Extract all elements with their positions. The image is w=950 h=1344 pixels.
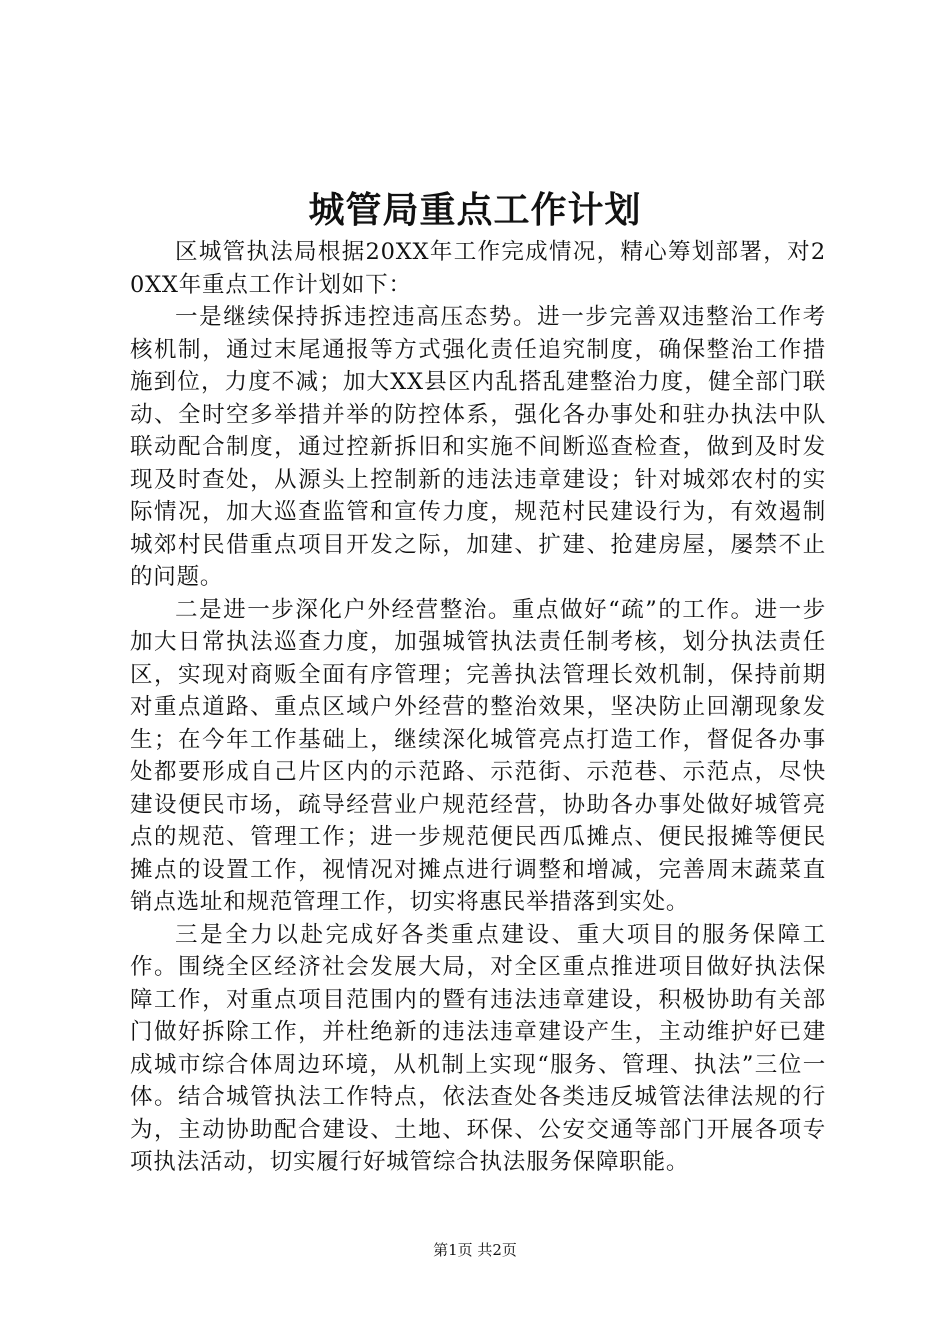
page-number-footer: 第1页 共2页 xyxy=(433,1241,517,1259)
document-title: 城管局重点工作计划 xyxy=(308,189,642,231)
paragraph-item-1: 一是继续保持拆违控违高压态势。进一步完善双违整治工作考核机制，通过末尾通报等方式强化责任追究制度，确保整治工作措施到位，力度不减；加大XX县区内乱搭乱建整治力度，健全部门联动、全时空多举措并举的防控体系，强化各办事处和驻办执法中队联动配合制度，通过控新拆旧和实施不间断巡查检查，做到及时发现及时查处，从源头上控制新的违法违章建设；针对城郊农村的实际情况，加大巡查监管和宣传力度，规范村民建设行为，有效遏制城郊村民借重点项目开发之际，加建、扩建、抢建房屋，屡禁不止的问题。 xyxy=(130,304,826,590)
document-body xyxy=(130,236,826,1179)
paragraph-item-2: 二是进一步深化户外经营整治。重点做好“疏”的工作。进一步加大日常执法巡查力度，加强城管执法责任制考核，划分执法责任区，实现对商贩全面有序管理；完善执法管理长效机制，保持前期对重点道路、重点区域户外经营的整治效果，坚决防止回潮现象发生；在今年工作基础上，继续深化城管亮点打造工作，督促各办事处都要形成自己片区内的示范路、示范街、示范巷、示范点，尽快建设便民市场，疏导经营业户规范经营，协助各办事处做好城管亮点的规范、管理工作；进一步规范便民西瓜摊点、便民报摊等便民摊点的设置工作，视情况对摊点进行调整和增减，完善周末蔬菜直销点选址和规范管理工作，切实将惠民举措落到实处。 xyxy=(130,596,826,915)
paragraph-item-3: 三是全力以赴完成好各类重点建设、重大项目的服务保障工作。围绕全区经济社会发展大局，对全区重点推进项目做好执法保障工作，对重点项目范围内的暨有违法违章建设，积极协助有关部门做好拆除工作，并杜绝新的违法违章建设产生，主动维护好已建成城市综合体周边环境，从机制上实现“服务、管理、执法”三位一体。结合城管执法工作特点，依法查处各类违反城管法律法规的行为，主动协助配合建设、土地、环保、公安交通等部门开展各项专项执法活动，切实履行好城管综合执法服务保障职能。 xyxy=(130,921,826,1175)
paragraph-intro: 区城管执法局根据20XX年工作完成情况，精心筹划部署，对20XX年重点工作计划如下： xyxy=(130,239,826,298)
